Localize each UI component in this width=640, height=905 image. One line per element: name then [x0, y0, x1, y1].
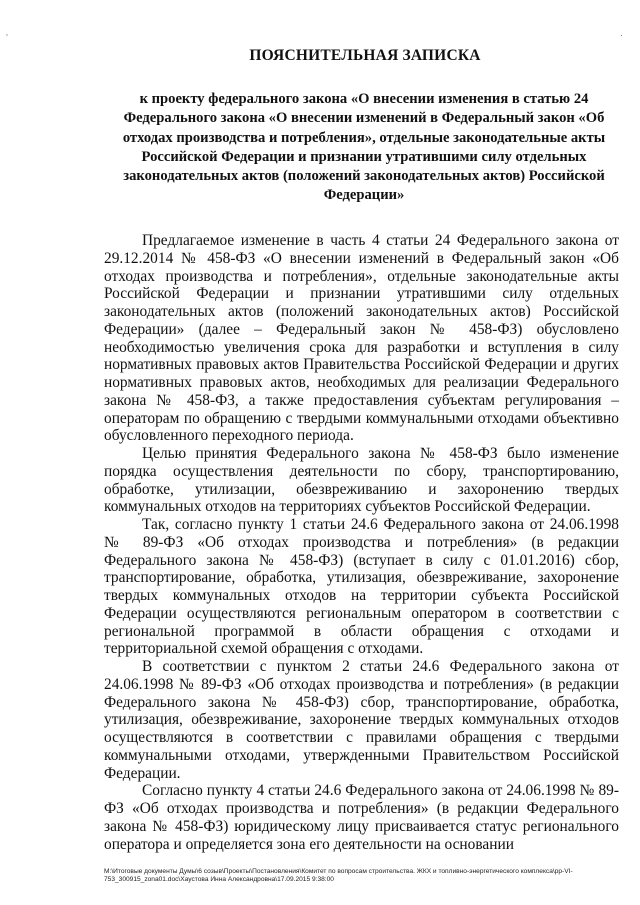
document-title: ПОЯСНИТЕЛЬНАЯ ЗАПИСКА [249, 47, 481, 64]
body-paragraph: В соответствии с пунктом 2 статьи 24.6 Федерального закона от 24.06.1998 № 89-ФЗ «Об отходах производства и потребления» (в редакции Федерального закона № 458-ФЗ) сбор, транспортирование, обработка, утилизация, обезвреживание, захоронение твердых коммунальных отходов осуществляются в соответствии с правилами обращения с твердыми коммунальными отходами, утвержденными Правительством Российской Федерации. [104, 658, 619, 782]
file-path-footer: M:\Итоговые документы Думы\6 созыв\Проекты\Постановления\Комитет по вопросам строительства. ЖКХ и топливно-энергетического комплекса\pp-VI-753_300915_zona01.doc\Хаустова Инна Александровна\17.09.2015 9:38:00 [104, 868, 573, 883]
body-paragraph: Предлагаемое изменение в часть 4 статьи 24 Федерального закона от 29.12.2014 № 458-ФЗ «О внесении изменений в Федеральный закон «Об отходах производства и потребления», отдельные законодательные акты Российской Федерации и признании утратившими силу отдельных законодательных актов (положений законодательных актов) Российской Федерации» (далее – Федеральный закон № 458-ФЗ) обусловлено необходимостью увеличения срока для разработки и вступления в силу нормативных правовых актов Правительства Российской Федерации и других нормативных правовых актов, необходимых для реализации Федерального закона № 458-ФЗ, а также предоставления субъектам регулирования – операторам по обращению с твердыми коммунальными отходами объективно обусловленного переходного периода. [104, 232, 619, 445]
body-paragraph: Так, согласно пункту 1 статьи 24.6 Федерального закона от 24.06.1998 № 89-ФЗ «Об отходах производства и потребления» (в редакции Федерального закона № 458-ФЗ) (вступает в силу с 01.01.2016) сбор, транспортирование, обработка, утилизация, обезвреживание, захоронение твердых коммунальных отходов на территории субъекта Российской Федерации осуществляются региональным оператором в соответствии с региональной программой в области обращения с отходами и территориальной схемой обращения с отходами. [104, 516, 619, 658]
scan-mark-left: ʼ [6, 33, 8, 43]
scan-mark-right: · [620, 30, 623, 40]
document-body [104, 232, 619, 853]
document-subtitle: к проекту федерального закона «О внесении изменения в статью 24 Федерального закона «О внесении изменений в Федеральный закон «Об отходах производства и потребления», отдельные законодательные акты Российской Федерации и признании утратившими силу отдельных законодательных актов (положений законодательных актов) Российской Федерации» [122, 91, 606, 204]
body-paragraph: Целью принятия Федерального закона № 458-ФЗ было изменение порядка осуществления деятельности по сбору, транспортированию, обработке, утилизации, обезвреживанию и захоронению твердых коммунальных отходов на территориях субъектов Российской Федерации. [104, 445, 619, 516]
body-paragraph: Согласно пункту 4 статьи 24.6 Федерального закона от 24.06.1998 № 89-ФЗ «Об отходах производства и потребления» (в редакции Федерального закона № 458-ФЗ) юридическому лицу присваивается статус регионального оператора и определяется зона его деятельности на основании [104, 782, 619, 853]
